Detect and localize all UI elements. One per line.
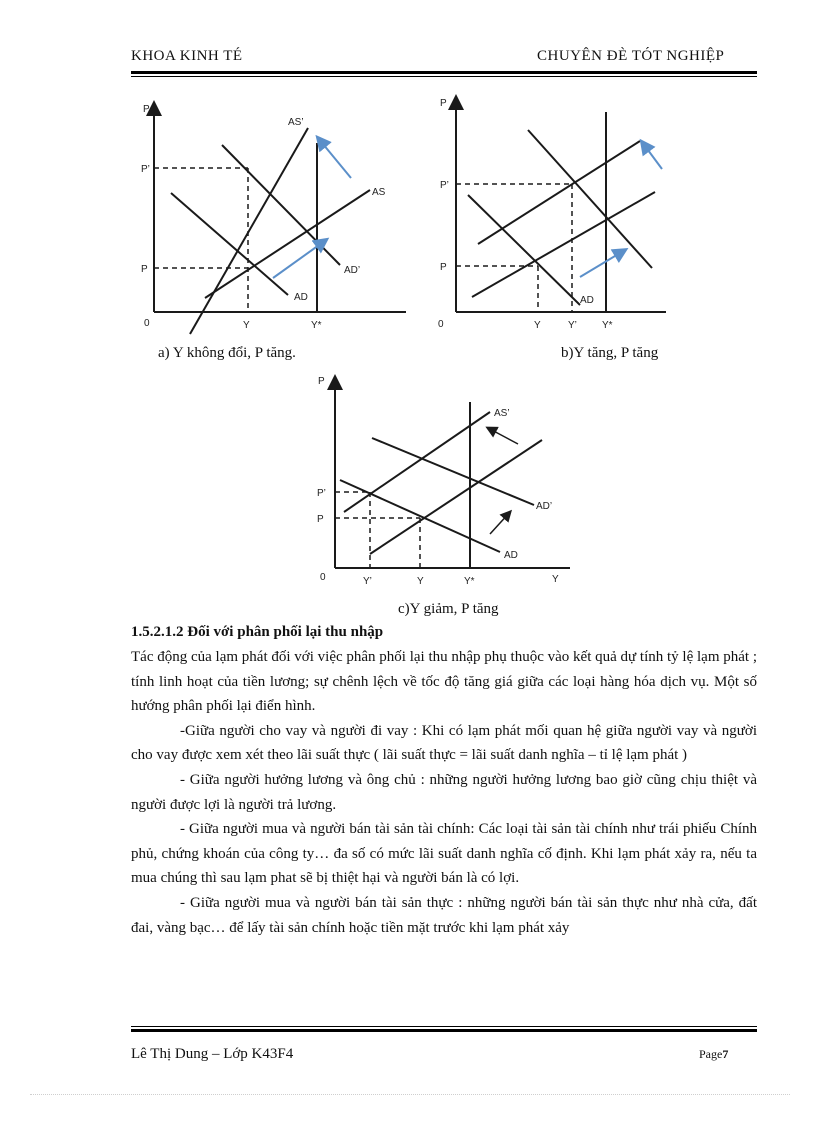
- paragraph: - Giữa người mua và người bán tài sản tài chính: Các loại tài sản tài chính như trái phiếu Chính phủ, chứng khoán của công ty… đa số có mức lãi suất danh nghĩa cố định. Khi lạm phát xảy ra, nếu ta mua chúng thì sau lạm phat sẽ bị thiệt hại và người bán là có lợi.: [131, 821, 757, 887]
- shift-arrow-right: [580, 250, 625, 277]
- as-curve: [472, 192, 655, 297]
- as-prime-curve: [344, 412, 490, 512]
- figure-b-chart: [430, 92, 670, 338]
- header-rule-thick: [131, 71, 757, 74]
- y-star-label: Y*: [311, 320, 322, 331]
- page-number: [699, 1047, 728, 1062]
- paragraph: - Giữa người mua và người bán tài sản thực : những người bán tài sản thực như nhà cửa, đất đai, vàng bạc… để lấy tài sản chính hoặc tiền mặt trước khi lạm phát xảy: [131, 894, 757, 936]
- ad-label: AD: [294, 292, 308, 303]
- figure-a-caption: a) Y không đổi, P tăng.: [158, 345, 296, 361]
- as-prime-curve: [190, 128, 308, 334]
- figure-c-chart: [312, 372, 574, 594]
- ad-curve: [340, 480, 500, 552]
- ad-prime-label: AD’: [344, 265, 361, 276]
- shift-arrow-right: [273, 240, 326, 278]
- ad-prime-label: AD’: [536, 501, 553, 512]
- figure-b-caption: b)Y tăng, P tăng: [561, 345, 659, 361]
- header-thesis-title: CHUYÊN ĐÈ TÓT NGHIỆP: [537, 48, 725, 64]
- y-label: Y: [243, 320, 250, 331]
- page-bottom-dotted-line: [30, 1094, 790, 1095]
- y-star-label: Y*: [602, 320, 613, 331]
- shift-arrow-up: [642, 142, 662, 169]
- p-axis-label: P: [318, 376, 325, 387]
- as-label: AS: [372, 187, 386, 198]
- ad-prime-curve: [528, 130, 652, 268]
- y-label: Y: [417, 576, 424, 587]
- shift-arrow-up: [318, 138, 351, 178]
- shift-arrow-up-right: [490, 512, 510, 534]
- p-label: P: [440, 262, 447, 273]
- y-label: Y: [534, 320, 541, 331]
- origin-label: 0: [438, 319, 444, 330]
- y-axis-label: Y: [552, 574, 559, 585]
- footer-rule-thick: [131, 1029, 757, 1032]
- ad-label: AD: [504, 550, 518, 561]
- p-label: P: [141, 264, 148, 275]
- p-axis-label: P: [440, 98, 447, 109]
- p-prime-label: P’: [440, 180, 449, 191]
- origin-label: 0: [320, 572, 326, 583]
- origin-label: 0: [144, 318, 150, 329]
- page-number-value: 7: [722, 1047, 729, 1061]
- p-prime-label: P’: [317, 488, 326, 499]
- y-prime-label: Y’: [363, 576, 372, 587]
- footer-rule-thin: [131, 1026, 757, 1027]
- p-axis-label: P: [143, 104, 150, 115]
- p-label: P: [317, 514, 324, 525]
- figure-a-chart: [138, 98, 410, 338]
- as-prime-label: AS’: [288, 117, 304, 128]
- figure-c-caption: c)Y giảm, P tăng: [398, 601, 499, 617]
- paragraph: - Giữa người hưởng lương và ông chủ : những người hưởng lương bao giờ cũng chịu thiệt và người được lợi là người trả lương.: [131, 771, 757, 813]
- ad-curve: [468, 195, 580, 305]
- header-rule-thin: [131, 76, 757, 77]
- header-faculty: KHOA KINH TÉ: [131, 48, 243, 64]
- y-star-label: Y*: [464, 576, 475, 587]
- y-prime-label: Y’: [568, 320, 577, 331]
- as-prime-label: AS’: [494, 408, 510, 419]
- footer-author: Lê Thị Dung – Lớp K43F4: [131, 1046, 294, 1062]
- paragraph: -Giữa người cho vay và người đi vay : Khi có lạm phát mối quan hệ giữa người vay và người cho vay được xem xét theo lãi suất thực ( lãi suất thực = lãi suất danh nghĩa – tỉ lệ lạm phát ): [131, 722, 757, 764]
- page-prefix: Page: [699, 1047, 723, 1061]
- section-heading: 1.5.2.1.2 Đối với phân phối lại thu nhập: [131, 624, 384, 640]
- ad-label: AD: [580, 295, 594, 306]
- p-prime-label: P’: [141, 164, 150, 175]
- paragraph: Tác động của lạm phát đối với việc phân phối lại thu nhập phụ thuộc vào kết quả dự tính tỷ lệ lạm phát ; tính linh hoạt của tiền lương; sự chênh lệch về tốc độ tăng giá giữa các loại hàng hóa dịch vụ. Một số hướng phân phối lại điển hình.: [131, 649, 757, 715]
- ad-prime-curve: [372, 438, 534, 505]
- ad-curve: [171, 193, 288, 295]
- body-text: [131, 645, 757, 940]
- shift-arrow-up-left: [488, 428, 518, 444]
